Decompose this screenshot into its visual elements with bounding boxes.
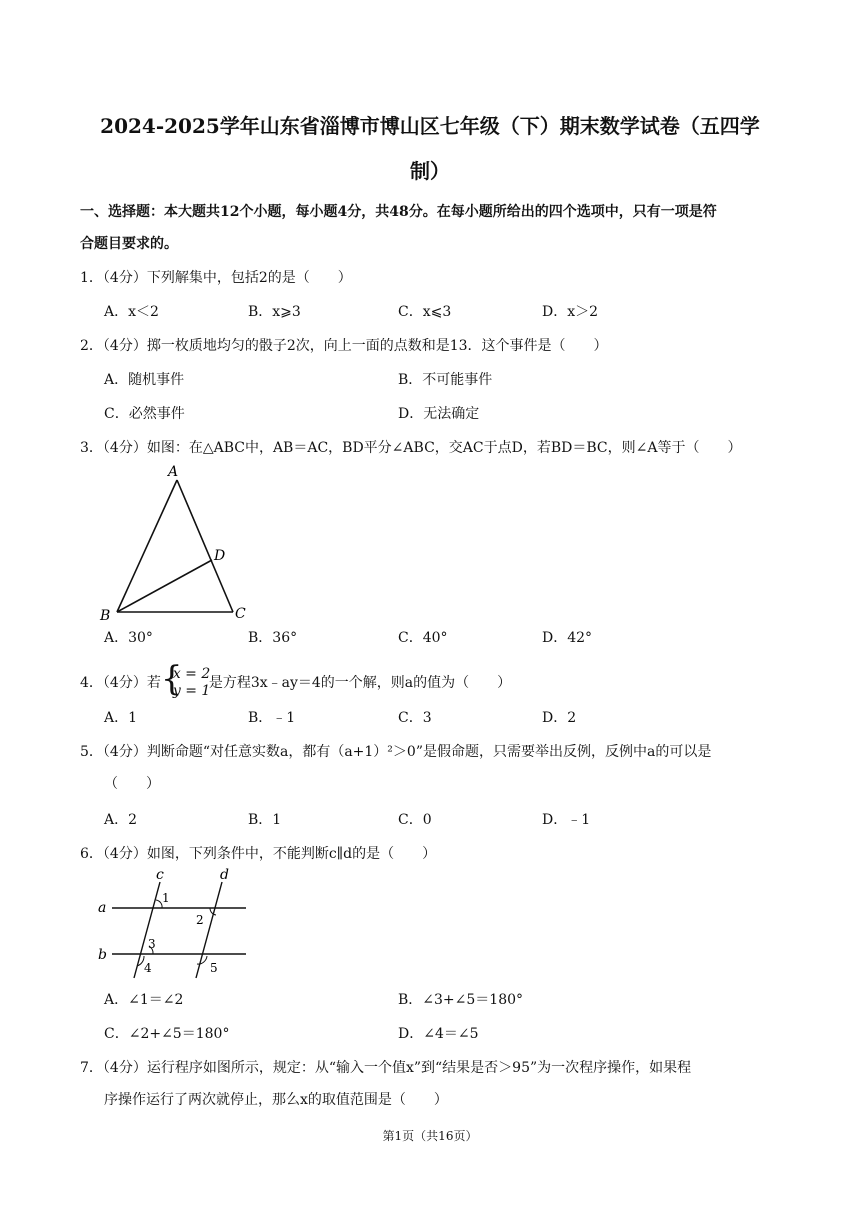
label-c: c (156, 867, 164, 883)
label-b: b (98, 947, 107, 963)
question-3-option-b: B．36° (248, 630, 298, 646)
label-angle-5: 5 (210, 961, 218, 975)
section-heading-line1: 一、选择题：本大题共12个小题，每小题4分，共48分。在每小题所给出的四个选项中，只有一项是符 (80, 204, 717, 220)
question-5-option-d: D．﹣1 (542, 812, 591, 828)
question-2-option-a: A．随机事件 (104, 372, 185, 388)
parallel-lines-figure (94, 864, 254, 982)
question-5-option-a: A．2 (104, 812, 138, 828)
question-2-stem: 2．（4分）掷一枚质地均匀的骰子2次，向上一面的点数和是13．这个事件是（ ） (80, 338, 608, 354)
triangle-figure (90, 458, 260, 628)
segment-bd (117, 560, 212, 612)
label-angle-3: 3 (148, 937, 156, 951)
section-heading-line2: 合题目要求的。 (80, 236, 178, 252)
question-2-option-c: C．必然事件 (104, 406, 185, 422)
question-1-stem: 1．（4分）下列解集中，包括2的是（ ） (80, 270, 352, 286)
label-d: d (220, 867, 229, 883)
question-5-option-c: C．0 (398, 812, 432, 828)
question-1-option-b: B．x⩾3 (248, 304, 301, 320)
side-ab (117, 480, 177, 612)
question-4-option-c: C．3 (398, 710, 432, 726)
question-1-option-a: A．x＜2 (104, 304, 159, 320)
question-6-stem: 6．（4分）如图，下列条件中，不能判断c∥d的是（ ） (80, 846, 437, 862)
question-3-stem: 3．（4分）如图：在△ABC中，AB＝AC，BD平分∠ABC，交AC于点D，若BD＝BC，则∠A等于（ ） (80, 440, 742, 456)
question-5-stem-line1: 5．（4分）判断命题“对任意实数a，都有（a+1）²＞0”是假命题，只需要举出反例，反例中a的可以是 (80, 744, 712, 760)
question-4-option-b: B．﹣1 (248, 710, 296, 726)
brace-symbol: { (160, 659, 183, 699)
question-4-suffix: 是方程3x﹣ay＝4的一个解，则a的值为（ ） (208, 675, 512, 691)
question-1-option-d: D．x＞2 (542, 304, 599, 320)
question-6-option-c: C．∠2+∠5＝180° (104, 1026, 230, 1042)
question-7-stem-line2: 序操作运行了两次就停止，那么x的取值范围是（ ） (104, 1092, 448, 1108)
exam-title-line2: 制） (410, 159, 450, 183)
question-3-option-c: C．40° (398, 630, 448, 646)
label-angle-4: 4 (144, 961, 152, 975)
question-7-stem-line1: 7．（4分）运行程序如图所示，规定：从“输入一个值x”到“结果是否＞95”为一次程序操作，如果程 (80, 1060, 692, 1076)
label-c: C (235, 606, 246, 622)
label-a: a (98, 900, 107, 916)
question-1-option-c: C．x⩽3 (398, 304, 452, 320)
label-b: B (100, 608, 111, 624)
equation-system (160, 659, 211, 700)
system-row-2: y = 1 (172, 683, 211, 699)
label-a: A (168, 464, 179, 480)
question-4-prefix: 4．（4分）若 (80, 675, 161, 691)
question-3-option-d: D．42° (542, 630, 593, 646)
system-row-1: x = 2 (172, 666, 211, 682)
label-d: D (214, 548, 226, 564)
question-2-option-d: D．无法确定 (398, 406, 480, 422)
question-5-stem-line2: （ ） (104, 776, 160, 792)
label-angle-1: 1 (162, 891, 170, 905)
question-4-option-a: A．1 (104, 710, 138, 726)
question-4-option-d: D．2 (542, 710, 577, 726)
question-6-option-b: B．∠3+∠5＝180° (398, 992, 524, 1008)
question-5-option-b: B．1 (248, 812, 282, 828)
question-4-stem (80, 659, 512, 700)
exam-title-line1: 2024-2025学年山东省淄博市博山区七年级（下）期末数学试卷（五四学 (100, 114, 760, 138)
question-6-option-a: A．∠1＝∠2 (104, 992, 184, 1008)
label-angle-2: 2 (196, 913, 204, 927)
question-6-option-d: D．∠4＝∠5 (398, 1026, 479, 1042)
question-2-option-b: B．不可能事件 (398, 372, 493, 388)
side-ac (177, 480, 233, 612)
page-footer: 第1页（共16页） (382, 1129, 478, 1143)
question-3-option-a: A．30° (104, 630, 153, 646)
